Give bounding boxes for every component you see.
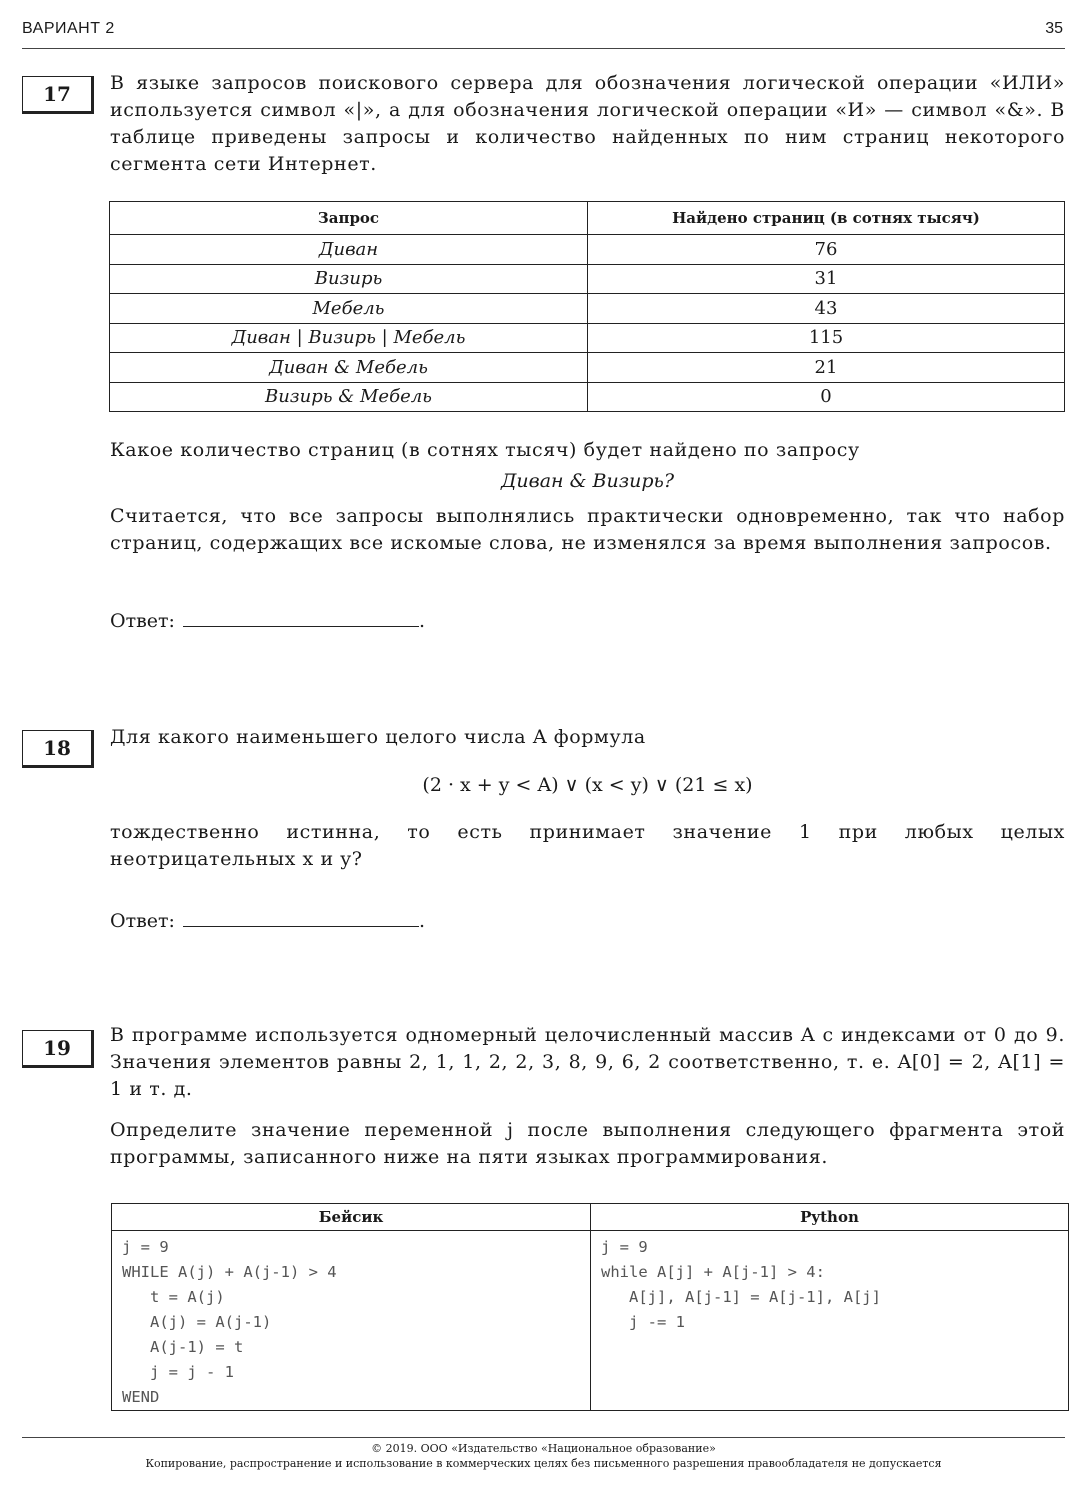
- copyright: © 2019. ООО «Издательство «Национальное образование»: [371, 1442, 716, 1455]
- code-line: j -= 1: [601, 1313, 685, 1331]
- code-line: A[j], A[j-1] = A[j-1], A[j]: [601, 1288, 881, 1306]
- count-cell: 31: [588, 264, 1065, 294]
- task19-text2: Определите значение переменной j после выполнения следующего фрагмента этой программы, записанного ниже на пяти языках программирования.: [110, 1119, 1065, 1168]
- query-cell: Диван: [110, 235, 588, 265]
- task17-answer: Ответ: .: [110, 610, 425, 632]
- answer-label: Ответ:: [110, 910, 175, 932]
- table-row: [110, 294, 1065, 324]
- code-line: A(j-1) = t: [122, 1338, 244, 1356]
- task-number-19: 19: [22, 1030, 94, 1068]
- task17-target-query: Диван & Визирь?: [500, 470, 675, 492]
- table-row: [110, 235, 1065, 265]
- column-header-query: Запрос: [110, 202, 588, 235]
- task-number-18: 18: [22, 730, 94, 768]
- task17-question: Какое количество страниц (в сотнях тысяч) будет найдено по запросу: [110, 439, 860, 461]
- code-line: A(j) = A(j-1): [122, 1313, 272, 1331]
- task18-answer: Ответ: .: [110, 910, 425, 932]
- answer-field[interactable]: [183, 908, 419, 927]
- page-number: 35: [1045, 20, 1063, 37]
- query-cell: Визирь: [110, 264, 588, 294]
- code-header-row: [112, 1204, 1069, 1231]
- table-header-row: [110, 202, 1065, 235]
- table-row: [110, 264, 1065, 294]
- column-header-basic: Бейсик: [112, 1204, 591, 1231]
- variant-label: ВАРИАНТ 2: [22, 20, 115, 37]
- python-code-cell: [591, 1231, 1069, 1411]
- task-number-17: 17: [22, 76, 94, 114]
- column-header-python: Python: [591, 1204, 1069, 1231]
- query-cell: Диван & Мебель: [110, 353, 588, 383]
- code-row: [112, 1231, 1069, 1411]
- task19-text1: В программе используется одномерный целочисленный массив A с индексами от 0 до 9. Значения элементов равны 2, 1, 1, 2, 2, 3, 8, 9, 6, 2 соответственно, т. е. A[0] = 2, A[1] = 1 и т. д.: [110, 1024, 1065, 1100]
- count-cell: 21: [588, 353, 1065, 383]
- answer-field[interactable]: [183, 608, 419, 627]
- task17-intro: В языке запросов поискового сервера для обозначения логической операции «ИЛИ» используется символ «|», а для обозначения логической операции «И» — символ «&». В таблице приведены запросы и количество найденных по ним страниц некоторого сегмента сети Интернет.: [110, 72, 1065, 175]
- table-row: [110, 353, 1065, 383]
- code-line: while A[j] + A[j-1] > 4:: [601, 1263, 825, 1281]
- column-header-count: Найдено страниц (в сотнях тысяч): [588, 202, 1065, 235]
- task17-note: Считается, что все запросы выполнялись практически одновременно, так что набор страниц, содержащих все искомые слова, не изменялся за время выполнения запросов.: [110, 505, 1065, 554]
- count-cell: 0: [588, 382, 1065, 412]
- footer-divider: [22, 1437, 1065, 1438]
- answer-label: Ответ:: [110, 610, 175, 632]
- code-line: j = 9: [601, 1238, 648, 1256]
- task18-formula: (2 · x + y < A) ∨ (x < y) ∨ (21 ≤ x): [422, 774, 753, 796]
- count-cell: 76: [588, 235, 1065, 265]
- code-line: WEND: [122, 1388, 160, 1406]
- count-cell: 43: [588, 294, 1065, 324]
- table-row: [110, 323, 1065, 353]
- code-line: WHILE A(j) + A(j-1) > 4: [122, 1263, 337, 1281]
- code-line: t = A(j): [122, 1288, 225, 1306]
- copyright-notice: Копирование, распространение и использование в коммерческих целях без письменного разрешения правообладателя не допускается: [145, 1457, 942, 1470]
- table-row: [110, 382, 1065, 412]
- code-line: j = 9: [122, 1238, 169, 1256]
- task18-text: тождественно истинна, то есть принимает значение 1 при любых целых неотрицательных x и y?: [110, 821, 1065, 870]
- query-cell: Диван | Визирь | Мебель: [110, 323, 588, 353]
- header-divider: [22, 48, 1065, 49]
- count-cell: 115: [588, 323, 1065, 353]
- query-cell: Визирь & Мебель: [110, 382, 588, 412]
- queries-table: [109, 201, 1065, 412]
- query-cell: Мебель: [110, 294, 588, 324]
- basic-code-cell: [112, 1231, 591, 1411]
- task18-question: Для какого наименьшего целого числа A формула: [110, 726, 646, 748]
- code-line: j = j - 1: [122, 1363, 234, 1381]
- code-table: [111, 1203, 1069, 1411]
